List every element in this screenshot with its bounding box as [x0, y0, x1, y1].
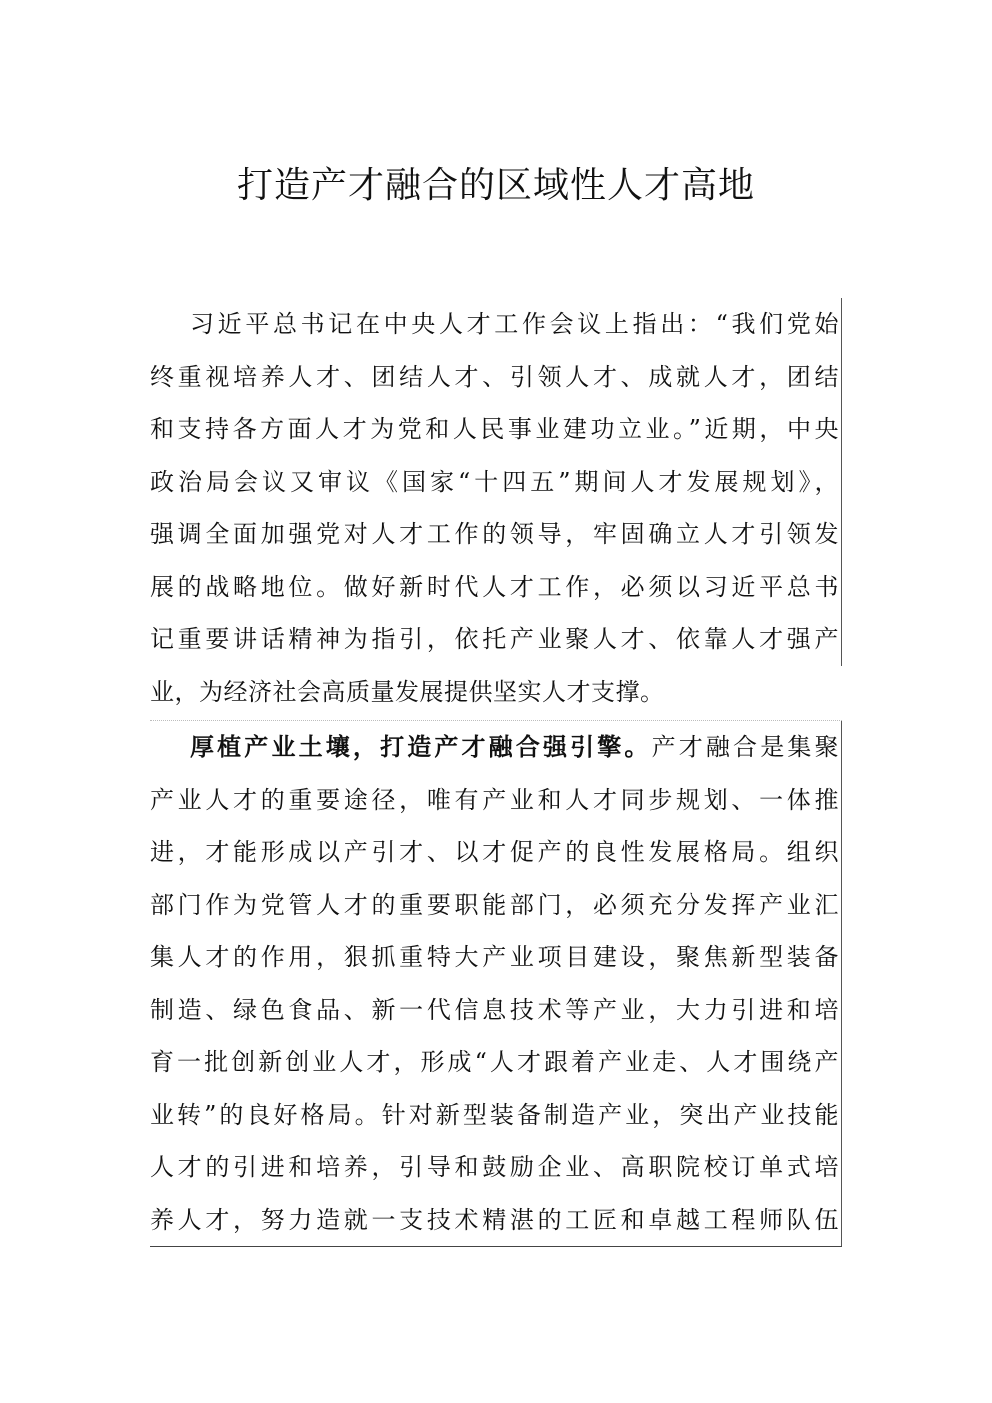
paragraph-1-line: 业，为经济社会高质量发展提供坚实人才支撑。 [150, 677, 665, 706]
paragraph-1-line: 和支持各方面人才为党和人民事业建功立业。”近期，中央 [150, 403, 842, 456]
paragraph-1-line: 终重视培养人才、团结人才、引领人才、成就人才，团结 [150, 351, 842, 404]
paragraph-2-line: 集人才的作用，狠抓重特大产业项目建设，聚焦新型装备 [150, 931, 842, 984]
paragraph-2-line: 产业人才的重要途径，唯有产业和人才同步规划、一体推 [150, 774, 842, 827]
paragraph-2-first-line-text: 产才融合是集聚 [651, 733, 840, 761]
document-body [150, 298, 842, 1247]
paragraph-1-line: 记重要讲话精神为指引，依托产业聚人才、依靠人才强产 [150, 613, 842, 666]
paragraph-1-line: 习近平总书记在中央人才工作会议上指出：“我们党始 [150, 298, 842, 351]
paragraph-2-first-line [150, 721, 842, 774]
document-title: 打造产才融合的区域性人才高地 [236, 165, 755, 206]
paragraph-2-line: 部门作为党管人才的重要职能部门，必须充分发挥产业汇 [150, 879, 842, 932]
paragraph-2-line: 业转”的良好格局。针对新型装备制造产业，突出产业技能 [150, 1089, 842, 1142]
paragraph-2-line: 育一批创新创业人才，形成“人才跟着产业走、人才围绕产 [150, 1036, 842, 1089]
paragraph-1-line: 展的战略地位。做好新时代人才工作，必须以习近平总书 [150, 561, 842, 614]
paragraph-2-lead-heading: 厚植产业土壤，打造产才融合强引擎。 [190, 732, 652, 761]
paragraph-2 [150, 721, 842, 1246]
paragraph-1-line: 政治局会议又审议《国家“十四五”期间人才发展规划》， [150, 456, 842, 509]
page-bottom-rule [150, 1246, 842, 1247]
paragraph-2-line: 养人才，努力造就一支技术精湛的工匠和卓越工程师队伍 [150, 1194, 842, 1247]
paragraph-1-line: 强调全面加强党对人才工作的领导，牢固确立人才引领发 [150, 508, 842, 561]
paragraph-2-line: 制造、绿色食品、新一代信息技术等产业，大力引进和培 [150, 984, 842, 1037]
paragraph-2-line: 人才的引进和培养，引导和鼓励企业、高职院校订单式培 [150, 1141, 842, 1194]
paragraph-1 [150, 298, 842, 718]
paragraph-2-line: 进，才能形成以产引才、以才促产的良性发展格局。组织 [150, 826, 842, 879]
